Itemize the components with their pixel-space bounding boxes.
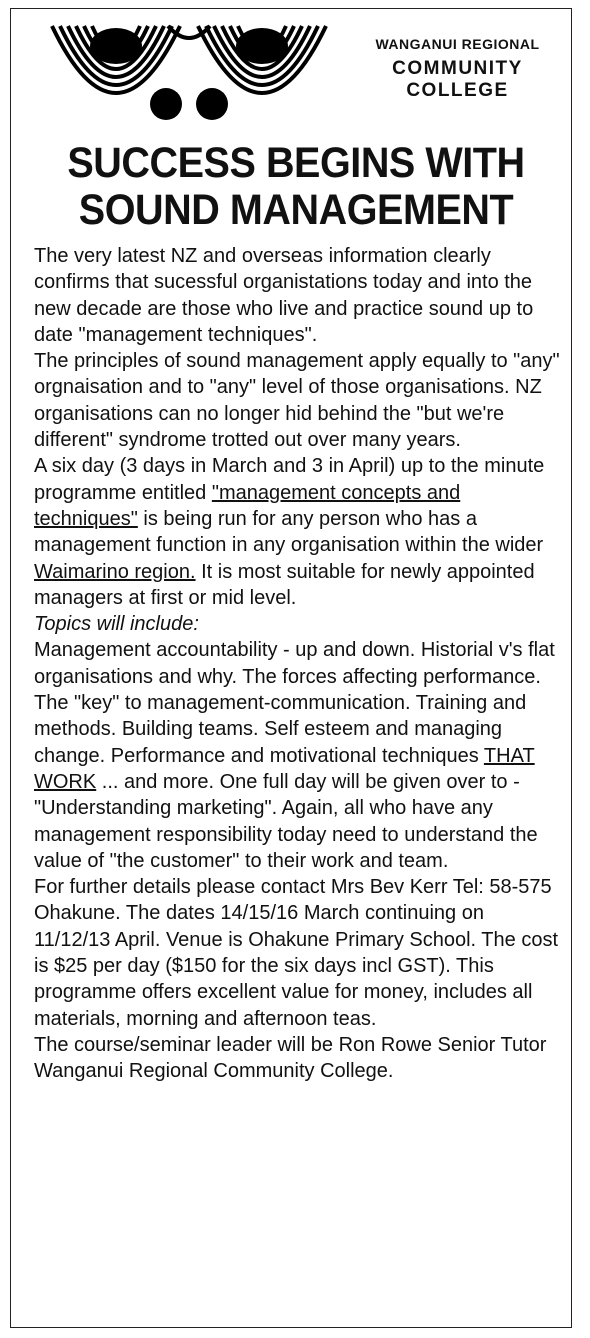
programme-title: "management concepts and techniques" (34, 481, 461, 530)
region-name: Waimarino region. (34, 560, 196, 583)
contact-details-paragraph: For further details please contact Mrs Bev Kerr Tel: 58-575 Ohakune. The dates 14/15/16 March continuing on 11/12/13 April. Venue is Ohakune Primary School. The cost is $25 per day ($150 for the six days incl GST). This programme offers excellent value for money, includes all materials, morning and afternoon teas. (34, 876, 559, 1030)
programme-text-c: It is most suitable for newly appointed managers at first or mid level. (34, 560, 535, 609)
topics-heading: Topics will include: (34, 613, 199, 636)
programme-text-b: is being run for any person who has a management function in any organisation within the wider (34, 507, 544, 557)
leader-paragraph: The course/seminar leader will be Ron Rowe Senior Tutor Wanganui Regional Community College. (34, 1033, 547, 1083)
advertisement-body (34, 243, 564, 1085)
headline (44, 140, 548, 234)
college-name-line-1: WANGANUI REGIONAL (375, 36, 540, 52)
that-work-emphasis: THAT WORK (34, 744, 535, 793)
college-name-line-2: COMMUNITY (392, 58, 523, 80)
principles-paragraph: The principles of sound management apply equally to "any" orgnaisation and to "any" level of those organisations. NZ organisations can no longer hid behind the "but we're different" syndrome trotted out over many years. (34, 350, 560, 452)
headline-line-2: SOUND MANAGEMENT (78, 186, 514, 234)
college-name-line-3: COLLEGE (406, 79, 509, 101)
programme-paragraph (34, 453, 564, 611)
wave-and-circles-logo-icon (44, 22, 334, 122)
topics-paragraph (34, 637, 564, 874)
college-name (350, 36, 565, 102)
headline-line-1: SUCCESS BEGINS WITH (67, 139, 525, 187)
intro-paragraph: The very latest NZ and overseas information clearly confirms that sucessful organistations today and into the new decade are those who live and practice sound up to date "management techniques". (34, 245, 534, 346)
topics-text-b: ... and more. One full day will be given over to - "Understanding marketing". Again, all who have any management responsibility today need to understand the value of "the customer" to their work and team. (34, 770, 538, 872)
topics-text-a: Management accountability - up and down. Historial v's flat organisations and why. The forces affecting performance. The "key" to management-communication. Training and methods. Building teams. Self esteem and managing change. Performance and motivational techniques (34, 639, 555, 767)
programme-text-a: A six day (3 days in March and 3 in April) up to the minute programme entitled (34, 455, 545, 504)
